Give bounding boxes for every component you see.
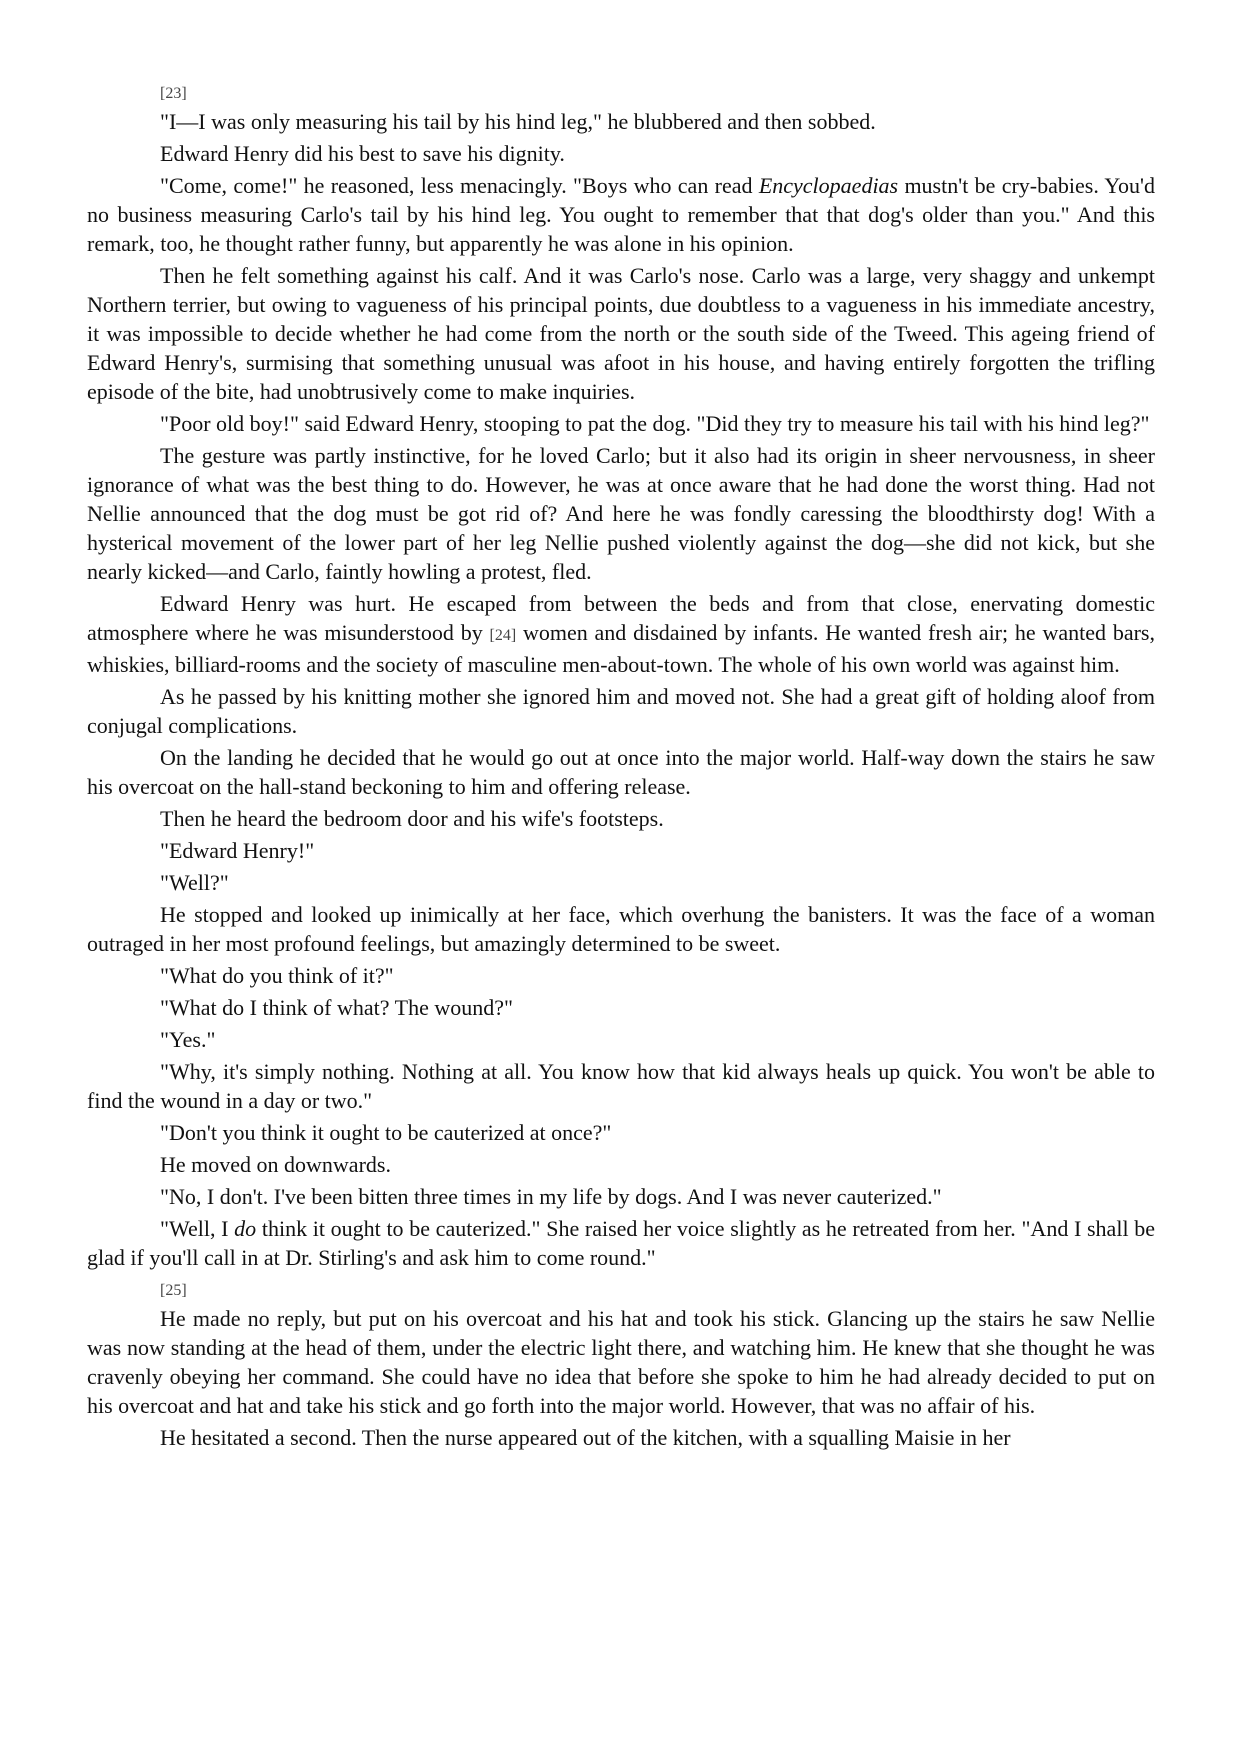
text-run: Edward Henry did his best to save his dignity. <box>160 141 565 166</box>
text-run: "Come, come!" he reasoned, less menacingly. "Boys who can read <box>160 173 759 198</box>
paragraph <box>87 1118 1155 1147</box>
paragraph <box>87 1150 1155 1179</box>
paragraph <box>87 743 1155 801</box>
paragraph <box>87 1423 1155 1452</box>
paragraph <box>87 261 1155 406</box>
page-number: [23] <box>160 85 187 102</box>
text-run: "Yes." <box>160 1027 216 1052</box>
paragraph <box>87 900 1155 958</box>
text-run: He stopped and looked up inimically at her face, which overhung the banisters. It was the face of a woman outraged in her most profound feelings, but amazingly determined to be sweet. <box>87 902 1155 956</box>
emphasized-text: Encyclopaedias <box>758 173 899 198</box>
paragraph <box>87 993 1155 1022</box>
text-run: "Well?" <box>160 870 229 895</box>
text-run: "What do you think of it?" <box>160 963 394 988</box>
text-run: The gesture was partly instinctive, for he loved Carlo; but it also had its origin in sheer nervousness, in sheer ignorance of what was the best thing to do. However, he was at once aware that he had done the worst thing. Had not Nellie announced that the dog must be got rid of? And here he was fondly caressing the bloodthirsty dog! With a hysterical movement of the lower part of her leg Nellie pushed violently against the dog—she did not kick, but she nearly kicked—and Carlo, faintly howling a protest, fled. <box>87 443 1155 584</box>
paragraph <box>87 961 1155 990</box>
text-run: He made no reply, but put on his overcoat and his hat and took his stick. Glancing up the stairs he saw Nellie was now standing at the head of them, under the electric light there, and watching him. He knew that she thought he was cravenly obeying her command. She could have no idea that before she spoke to him he had already decided to put on his overcoat and hat and take his stick and go forth into the major world. However, that was no affair of his. <box>87 1306 1155 1418</box>
page-number-marker <box>87 78 1155 107</box>
paragraph <box>87 107 1155 136</box>
page-number: [25] <box>160 1282 187 1299</box>
text-run: On the landing he decided that he would go out at once into the major world. Half-way down the stairs he saw his overcoat on the hall-stand beckoning to him and offering release. <box>87 745 1155 799</box>
text-run: "Why, it's simply nothing. Nothing at all. You know how that kid always heals up quick. You won't be able to find the wound in a day or two." <box>87 1059 1155 1113</box>
page-number-marker <box>87 1275 1155 1304</box>
text-run: As he passed by his knitting mother she ignored him and moved not. She had a great gift of holding aloof from conjugal complications. <box>87 684 1155 738</box>
paragraph <box>87 1025 1155 1054</box>
paragraph <box>87 804 1155 833</box>
text-run: Then he heard the bedroom door and his wife's footsteps. <box>160 806 664 831</box>
paragraph <box>87 1214 1155 1272</box>
page-number: [24] <box>489 627 517 644</box>
text-run: "What do I think of what? The wound?" <box>160 995 513 1020</box>
text-run: "Edward Henry!" <box>160 838 315 863</box>
emphasized-text: do <box>234 1216 257 1241</box>
text-run: "I—I was only measuring his tail by his hind leg," he blubbered and then sobbed. <box>160 109 876 134</box>
paragraph <box>87 589 1155 679</box>
paragraph <box>87 836 1155 865</box>
text-run: "Poor old boy!" said Edward Henry, stooping to pat the dog. "Did they try to measure his tail with his hind leg?" <box>160 411 1150 436</box>
paragraph <box>87 682 1155 740</box>
text-run: think it ought to be cauterized." She raised her voice slightly as he retreated from her. "And I shall be glad if you'll call in at Dr. Stirling's and ask him to come round." <box>87 1216 1155 1270</box>
text-run: "Don't you think it ought to be cauterized at once?" <box>160 1120 612 1145</box>
text-run: "Well, I <box>160 1216 235 1241</box>
text-run: women and disdained by infants. He wanted fresh air; he wanted bars, whiskies, billiard-rooms and the society of masculine men-about-town. The whole of his own world was against him. <box>87 620 1155 677</box>
paragraph <box>87 139 1155 168</box>
text-run: He moved on downwards. <box>160 1152 391 1177</box>
text-run: Edward Henry was hurt. He escaped from between the beds and from that close, enervating domestic atmosphere where he was misunderstood by <box>87 591 1155 645</box>
paragraph <box>87 1057 1155 1115</box>
paragraph <box>87 171 1155 258</box>
paragraph <box>87 1304 1155 1420</box>
text-run: mustn't be cry-babies. You'd no business measuring Carlo's tail by his hind leg. You ought to remember that that dog's older than you." And this remark, too, he thought rather funny, but apparently he was alone in his opinion. <box>87 173 1155 256</box>
paragraph <box>87 409 1155 438</box>
text-run: "No, I don't. I've been bitten three times in my life by dogs. And I was never cauterized." <box>160 1184 942 1209</box>
text-run: Then he felt something against his calf. And it was Carlo's nose. Carlo was a large, very shaggy and unkempt Northern terrier, but owing to vagueness of his principal points, due doubtless to a vagueness in his immediate ancestry, it was impossible to decide whether he had come from the north or the south side of the Tweed. This ageing friend of Edward Henry's, surmising that something unusual was afoot in his house, and having entirely forgotten the trifling episode of the bite, had unobtrusively come to make inquiries. <box>87 263 1155 404</box>
paragraph <box>87 1182 1155 1211</box>
book-page <box>87 78 1155 1455</box>
paragraph <box>87 441 1155 586</box>
paragraph <box>87 868 1155 897</box>
text-run: He hesitated a second. Then the nurse appeared out of the kitchen, with a squalling Maisie in her <box>160 1425 1011 1450</box>
